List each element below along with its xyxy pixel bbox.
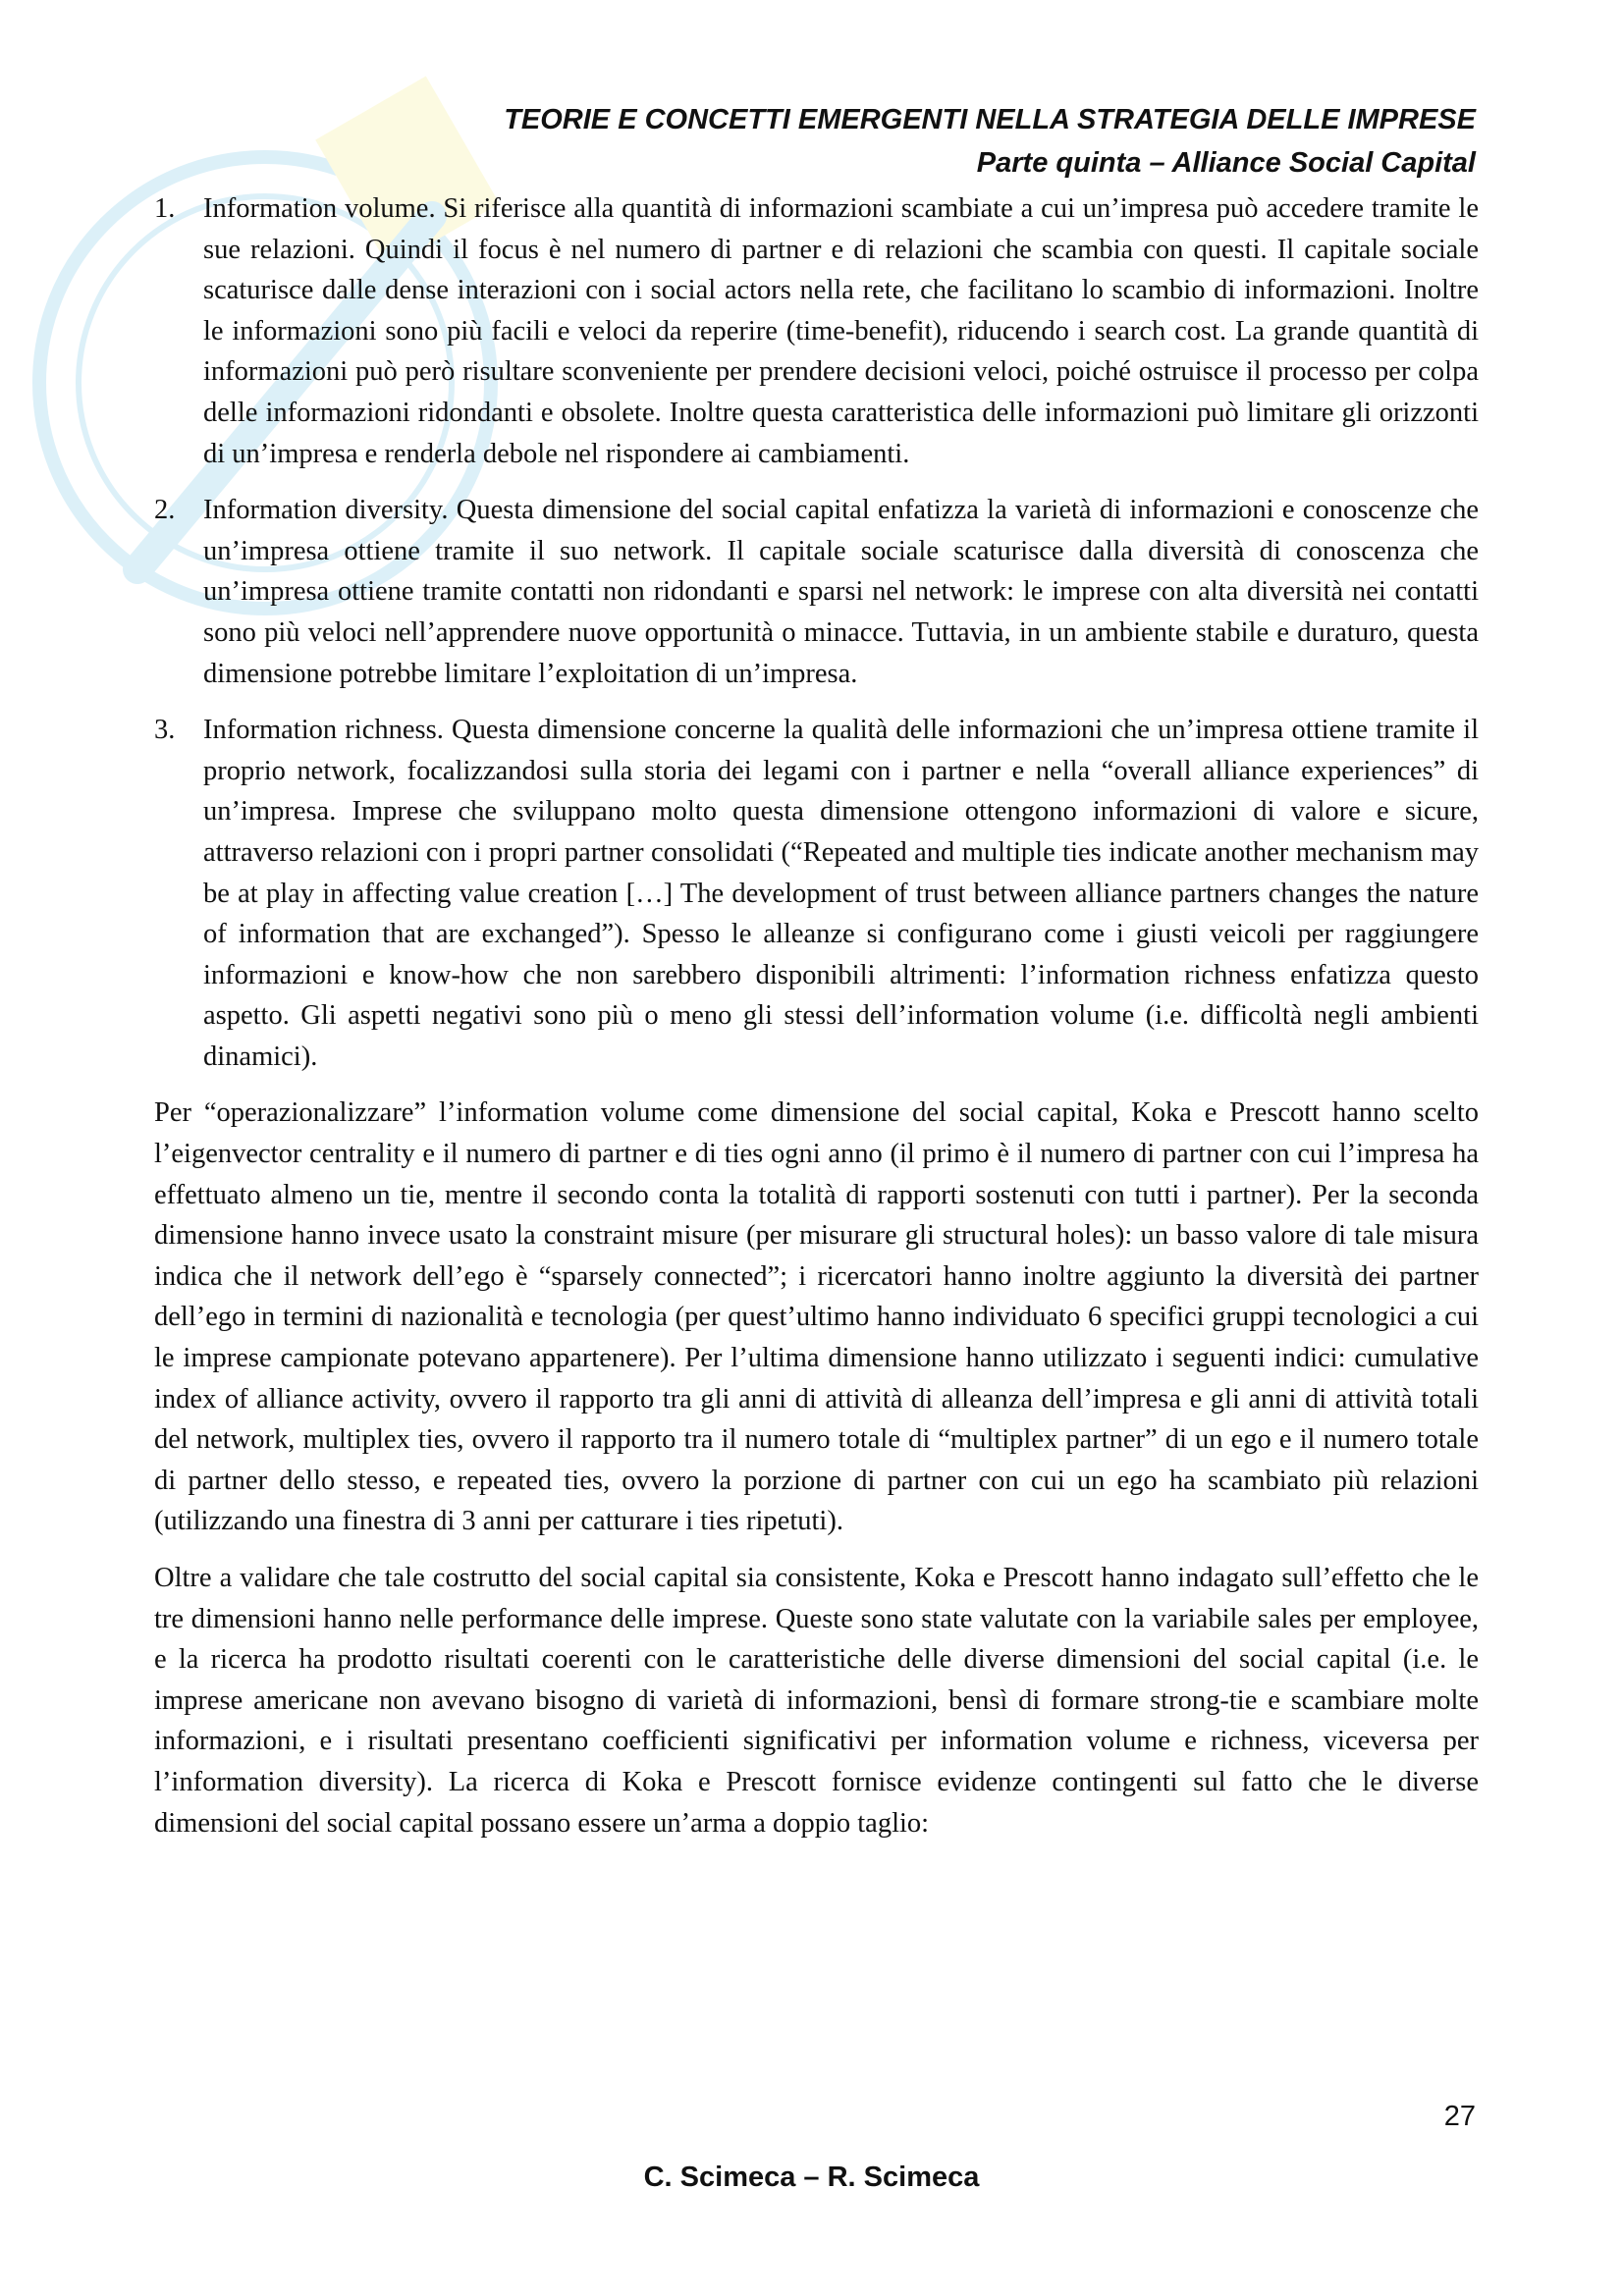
list-item-text: Information richness. Questa dimensione concerne la qualità delle informazioni che un’impresa ottiene tramite il proprio network, focalizzandosi sulla storia dei legami con i partner e nella “overall alliance experiences” di un’impresa. Imprese che sviluppano molto questa dimensione ottengono informazioni di valore e sicure, attraverso relazioni con i propri partner consolidati (“Repeated and multiple ties indicate another mechanism may be at play in affecting value creation […] The development of trust between alliance partners changes the nature of information that are exchanged”). Spesso le alleanze si configurano come i giusti veicoli per raggiungere informazioni e know-how che non sarebbero disponibili altrimenti: l’information richness enfatizza questo aspetto. Gli aspetti negativi sono più o meno gli stessi dell’information volume (i.e. difficoltà negli ambienti dinamici). (203, 715, 1479, 1072)
list-item-text: Information diversity. Questa dimensione del social capital enfatizza la varietà di informazioni e conoscenze che un’impresa ottiene tramite il suo network. Il capitale sociale scaturisce dalla diversità di conoscenza che un’impresa ottiene tramite contatti non ridondanti e sparsi nel network: le imprese con alta diversità nei contatti sono più veloci nell’apprendere nuove opportunità o minacce. Tuttavia, in un ambiente stabile e duraturo, questa dimensione potrebbe limitare l’exploitation di un’impresa. (203, 495, 1479, 689)
header-title: TEORIE E CONCETTI EMERGENTI NELLA STRATEGIA DELLE IMPRESE (504, 104, 1476, 135)
page-header (504, 98, 1476, 185)
page-footer: C. Scimeca – R. Scimeca (643, 2162, 980, 2193)
body-paragraph: Per “operazionalizzare” l’information volume come dimensione del social capital, Koka e Prescott hanno scelto l’eigenvector centrality e il numero di partner e di ties ogni anno (il primo è il numero di partner con cui l’impresa ha effettuato almeno un tie, mentre il secondo conta la totalità di rapporti sostenuti con tutti i partner). Per la seconda dimensione hanno invece usato la constraint misure (per misurare gli structural holes): un basso valore di tale misura indica che il network dell’ego è “sparsely connected”; i ricercatori hanno inoltre aggiunto la diversità dei partner dell’ego in termini di nazionalità e tecnologia (per quest’ultimo hanno individuato 6 specifici gruppi tecnologici a cui le imprese campionate potevano appartenere). Per l’ultima dimensione hanno utilizzato i seguenti indici: cumulative index of alliance activity, ovvero il rapporto tra gli anni di attività di alleanza dell’impresa e gli anni di attività totali del network, multiplex ties, ovvero il rapporto tra il numero totale di “multiplex partner” di un ego e il numero totale di partner dello stesso, e repeated ties, ovvero la porzione di partner con cui un ego ha scambiato più relazioni (utilizzando una finestra di 3 anni per catturare i ties ripetuti). (154, 1097, 1479, 1537)
page-number: 27 (1443, 2101, 1476, 2132)
list-item (154, 490, 1479, 694)
list-item-text: Information volume. Si riferisce alla quantità di informazioni scambiate a cui un’impresa può accedere tramite le sue relazioni. Quindi il focus è nel numero di partner e di relazioni che scambia con questi. Il capitale sociale scaturisce dalle dense interazioni con i social actors nella rete, che facilitano lo scambio di informazioni. Inoltre le informazioni sono più facili e veloci da reperire (time-benefit), riducendo i search cost. La grande quantità di informazioni può però risultare sconveniente per prendere decisioni veloci, poiché ostruisce il processo per colpa delle informazioni ridondanti e obsolete. Inoltre questa caratteristica delle informazioni può limitare gli orizzonti di un’impresa e renderla debole nel rispondere ai cambiamenti. (203, 193, 1479, 469)
list-item (154, 188, 1479, 474)
list-item (154, 710, 1479, 1077)
numbered-list (154, 188, 1479, 1077)
page-body (154, 188, 1479, 1859)
list-item-number: 3. (154, 715, 176, 746)
list-item-number: 2. (154, 495, 176, 526)
body-paragraph: Oltre a validare che tale costrutto del social capital sia consistente, Koka e Prescott hanno indagato sull’effetto che le tre dimensioni hanno nelle performance delle imprese. Queste sono state valutate con la variabile sales per employee, e la ricerca ha prodotto risultati coerenti con le caratteristiche delle diverse dimensioni del social capital (i.e. le imprese americane non avevano bisogno di varietà di informazioni, bensì di formare strong-tie e scambiare molte informazioni, e i risultati presentano coefficienti significativi per information volume e richness, viceversa per l’information diversity). La ricerca di Koka e Prescott fornisce evidenze contingenti sul fatto che le diverse dimensioni del social capital possano essere un’arma a doppio taglio: (154, 1563, 1479, 1839)
list-item-number: 1. (154, 193, 176, 224)
header-subtitle: Parte quinta – Alliance Social Capital (976, 147, 1476, 179)
